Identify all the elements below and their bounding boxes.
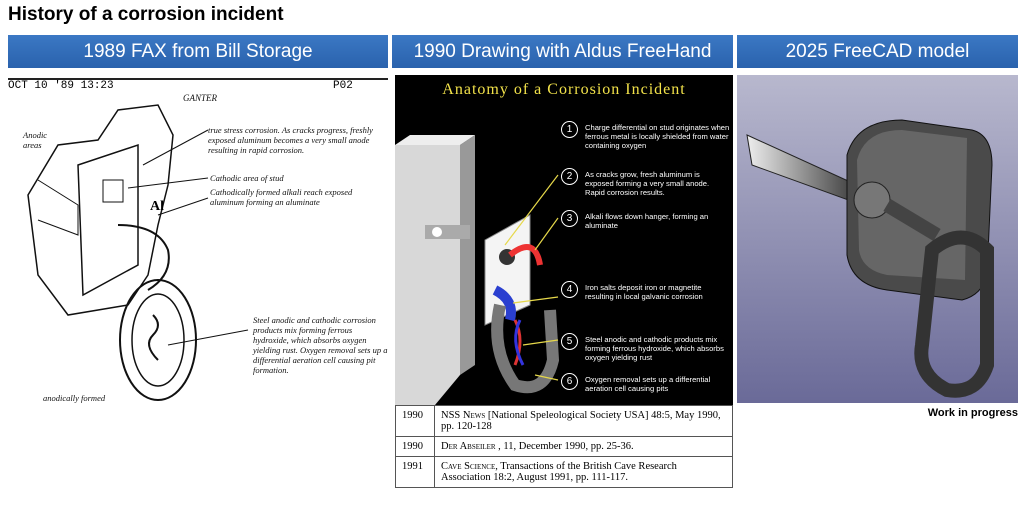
- fax-note-anodic: Anodic areas: [23, 130, 48, 150]
- drawing-note-4: 4 Iron salts deposit iron or magnetite resulting in local galvanic corrosion: [585, 283, 730, 301]
- fax-note-cathodic: Cathodic area of stud: [210, 173, 284, 183]
- fax-note-steel: Steel anodic and cathodic corrosion products mix forming ferrous hydroxide, which absorbs oxygen yielding rust. Oxygen removal sets up a differential aeration cell causing pit formation.: [253, 315, 388, 375]
- slide-title: History of a corrosion incident: [8, 4, 284, 25]
- table-row: 1990 Der Abseiler , 11, December 1990, pp. 25-36.: [396, 437, 733, 457]
- svg-text:Al: Al: [150, 199, 164, 214]
- fax-name: GANTER: [183, 93, 218, 103]
- fax-note-alkali: Cathodically formed alkali reach exposed aluminum forming an aluminate: [210, 187, 353, 207]
- drawing-note-6: 6 Oxygen removal sets up a differential aeration cell causing pits: [585, 375, 730, 393]
- drawing-title: Anatomy of a Corrosion Incident: [442, 81, 686, 98]
- drawing-note-5: 5 Steel anodic and cathodic products mix forming ferrous hydroxide, which absorbs oxygen yielding rust: [585, 335, 730, 362]
- freecad-model-image: [737, 75, 1018, 403]
- header-fax: 1989 FAX from Bill Storage: [8, 35, 388, 68]
- references-table: [395, 405, 733, 488]
- drawing-note-2: 2 As cracks grow, fresh aluminum is exposed forming a very small anode. Rapid corrosion results.: [585, 170, 730, 197]
- fax-page: P02: [333, 80, 353, 92]
- fax-image: [8, 75, 388, 410]
- drawing-note-1: 1 Charge differential on stud originates when ferrous metal is locally shielded from water containing oxygen: [585, 123, 730, 150]
- header-cad: 2025 FreeCAD model: [737, 35, 1018, 68]
- cad-caption: Work in progress: [927, 407, 1018, 419]
- fax-stamp: OCT 10 '89 13:23: [8, 80, 114, 92]
- table-row: 1990 NSS News [National Speleological Society USA] 48:5, May 1990, pp. 120-128: [396, 406, 733, 437]
- cad-model: [737, 75, 1018, 403]
- freehand-drawing: [395, 75, 733, 405]
- fax-note-stress: true stress corrosion. As cracks progress, freshly exposed aluminum becomes a very small anode resulting in rapid corrosion.: [208, 125, 373, 155]
- fax-note-anodically: anodically formed: [43, 393, 106, 403]
- table-row: 1991 Cave Science, Transactions of the British Cave Research Association 18:2, August 1991, pp. 111-117.: [396, 457, 733, 488]
- header-drawing: 1990 Drawing with Aldus FreeHand: [392, 35, 733, 68]
- drawing-note-3: 3 Alkali flows down hanger, forming an aluminate: [585, 212, 730, 230]
